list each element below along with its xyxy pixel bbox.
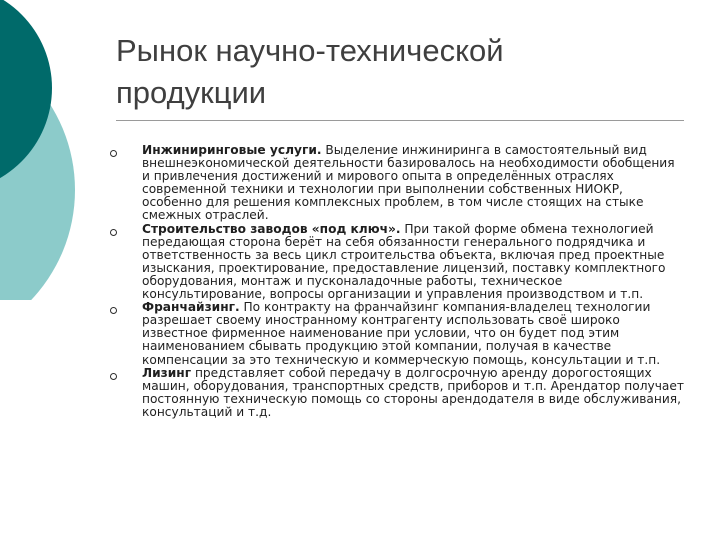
- list-item-description: представляет собой передачу в долгосрочную аренду дорогостоящих машин, оборудования, транспортных средств, приборов и т.п. Арендатор получает постоянную техническую помощь со стороны арендодателя в виде обслуживания, консультаций и т.д.: [142, 365, 684, 419]
- hollow-circle-bullet-icon: [110, 150, 117, 157]
- list-item-term: Лизинг: [142, 365, 192, 380]
- list-item: [110, 367, 686, 419]
- list-item: [110, 301, 686, 366]
- list-item-term: Строительство заводов «под ключ».: [142, 221, 401, 236]
- hollow-circle-bullet-icon: [110, 229, 117, 236]
- list-item-term: Франчайзинг.: [142, 300, 240, 315]
- list-item-text: [142, 144, 686, 223]
- slide-title-line-1: Рынок научно-технической: [116, 33, 504, 68]
- list-item-description: При такой форме обмена технологией передающая сторона берёт на себя обязанности генерального подрядчика и ответственность за весь цикл строительства объекта, включая пред проектные изыскания, проектирование, предоставление лицензий, поставку комплектного оборудования, монтаж и пусконаладочные работы, техническое консультирование, вопросы организации и управления производством и т.п.: [142, 221, 666, 302]
- slide-title-line-2: продукции: [116, 75, 267, 110]
- hollow-circle-bullet-icon: [110, 373, 117, 380]
- hollow-circle-bullet-icon: [110, 307, 117, 314]
- list-item-description: Выделение инжиниринга в самостоятельный вид внешнеэкономической деятельности базировалось на необходимости обобщения и привлечения достижений и мирового опыта в определённых отраслях современной техники и технологии при выполнении собственных НИОКР, особенно для решения комплексных проблем, в том числе стоящих на стыке смежных отраслей.: [142, 143, 675, 223]
- list-item: [110, 223, 686, 302]
- decorative-teal-shapes: [0, 0, 120, 300]
- list-item-text: [142, 367, 686, 419]
- list-item: [110, 144, 686, 223]
- bullet-list: [110, 144, 686, 419]
- title-divider: [116, 120, 684, 121]
- list-item-text: [142, 301, 686, 366]
- slide-title: [116, 30, 676, 114]
- list-item-description: По контракту на франчайзинг компания-владелец технологии разрешает своему иностранному контрагенту использовать своё широко известное фирменное наименование при условии, что он будет под этим наименованием сбывать продукцию этой компании, получая в качестве компенсации за это техническую и коммерческую помощь, консультации и т.п.: [142, 300, 661, 367]
- list-item-term: Инжиниринговые услуги.: [142, 143, 322, 157]
- list-item-text: [142, 223, 686, 302]
